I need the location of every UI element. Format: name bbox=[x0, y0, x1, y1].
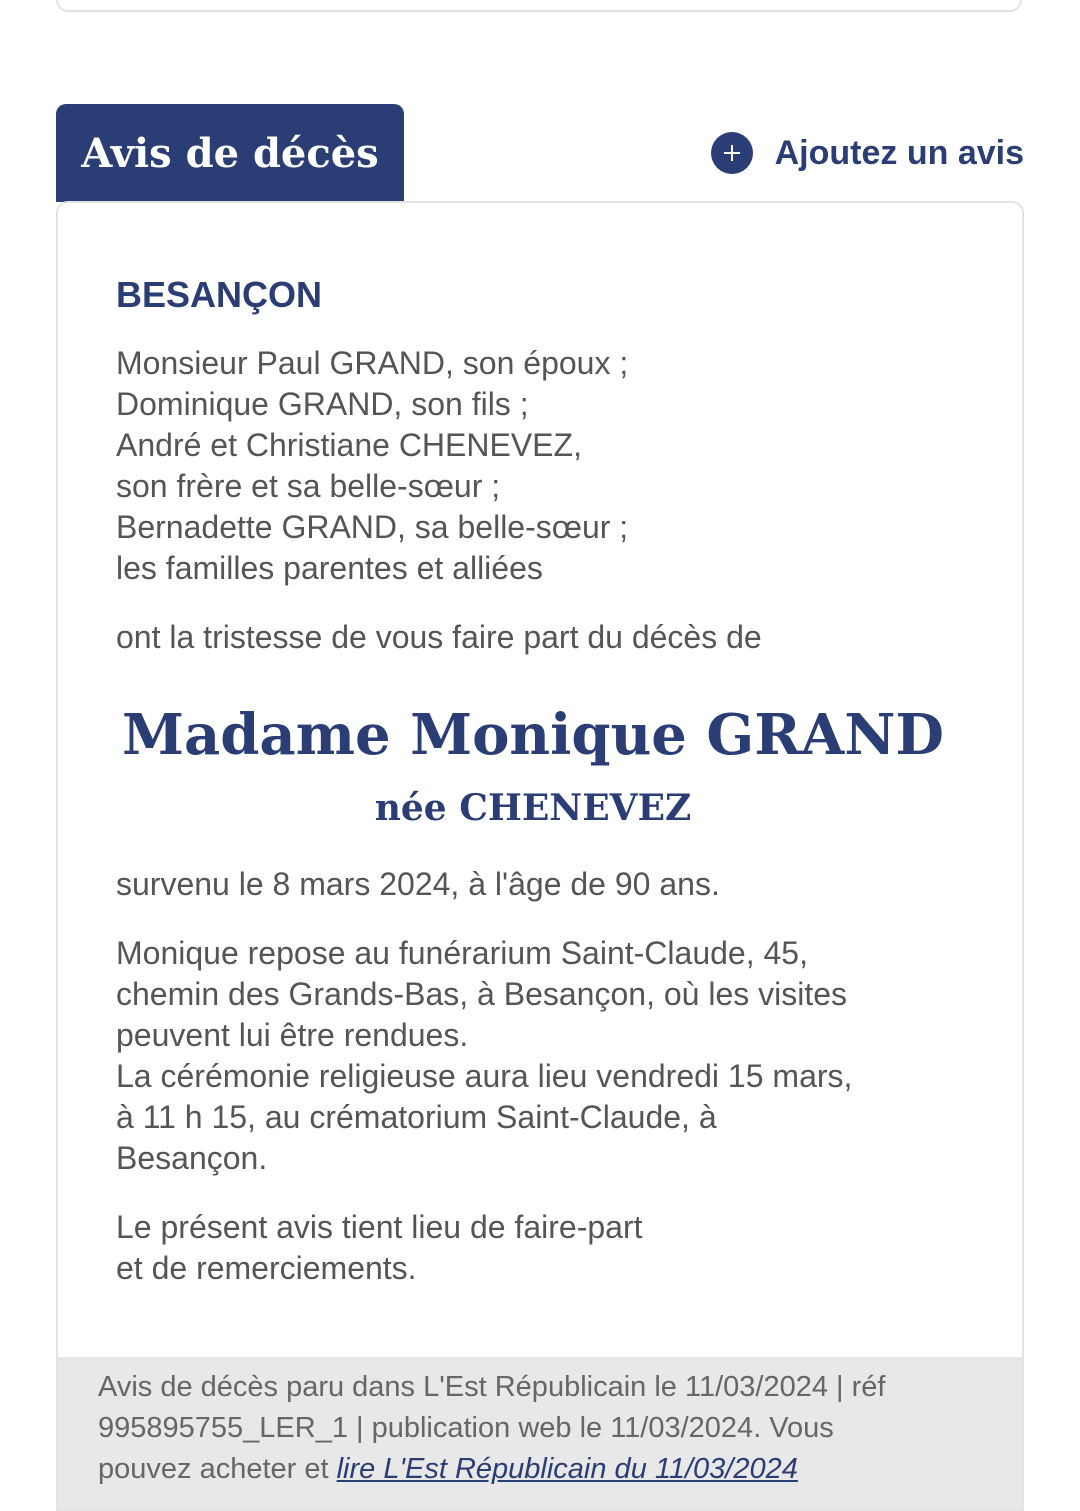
deceased-name: Madame Monique GRAND bbox=[122, 702, 944, 768]
footer-line: 995895755_LER_1 | publication web le 11/03/2024. Vous bbox=[98, 1412, 834, 1444]
notice-body bbox=[116, 273, 966, 1289]
details-line: La cérémonie religieuse aura lieu vendredi 15 mars, bbox=[116, 1058, 853, 1094]
details-line: Monique repose au funérarium Saint-Claude, 45, bbox=[116, 935, 808, 971]
add-notice-label[interactable]: Ajoutez un avis bbox=[774, 133, 1024, 172]
tab-avis-de-deces[interactable] bbox=[56, 104, 404, 202]
family-line: Bernadette GRAND, sa belle-sœur ; bbox=[116, 509, 629, 545]
details-line: à 11 h 15, au crématorium Saint-Claude, à bbox=[116, 1099, 717, 1135]
notice-city: BESANÇON bbox=[116, 274, 323, 315]
family-line: Dominique GRAND, son fils ; bbox=[116, 386, 529, 422]
previous-card-edge bbox=[56, 0, 1022, 12]
publication-footer bbox=[58, 1357, 1024, 1511]
read-newspaper-link[interactable]: lire L'Est Républicain du 11/03/2024 bbox=[336, 1453, 798, 1485]
ceremony-details bbox=[116, 933, 966, 1179]
plus-circle-icon[interactable] bbox=[711, 132, 753, 174]
notice-intro: ont la tristesse de vous faire part du décès de bbox=[116, 619, 762, 655]
family-line: Monsieur Paul GRAND, son époux ; bbox=[116, 345, 629, 381]
family-line: son frère et sa belle-sœur ; bbox=[116, 468, 501, 504]
death-notice-card bbox=[56, 201, 1024, 1511]
closing-line: et de remerciements. bbox=[116, 1250, 417, 1286]
details-line: peuvent lui être rendues. bbox=[116, 1017, 469, 1053]
closing-text bbox=[116, 1207, 966, 1289]
maiden-name: née CHENEVEZ bbox=[374, 787, 692, 829]
details-line: Besançon. bbox=[116, 1140, 268, 1176]
footer-line: Avis de décès paru dans L'Est Républicain le 11/03/2024 | réf bbox=[98, 1371, 886, 1403]
family-line: André et Christiane CHENEVEZ, bbox=[116, 427, 582, 463]
add-notice-link[interactable] bbox=[711, 126, 1024, 180]
tab-label: Avis de décès bbox=[81, 129, 379, 177]
family-list bbox=[116, 343, 966, 589]
deceased-block bbox=[108, 702, 958, 830]
footer-line-3 bbox=[98, 1449, 984, 1490]
footer-line-prefix: pouvez acheter et bbox=[98, 1453, 337, 1485]
family-line: les familles parentes et alliées bbox=[116, 550, 543, 586]
death-date: survenu le 8 mars 2024, à l'âge de 90 ans. bbox=[116, 866, 720, 902]
details-line: chemin des Grands-Bas, à Besançon, où les visites bbox=[116, 976, 848, 1012]
closing-line: Le présent avis tient lieu de faire-part bbox=[116, 1209, 643, 1245]
